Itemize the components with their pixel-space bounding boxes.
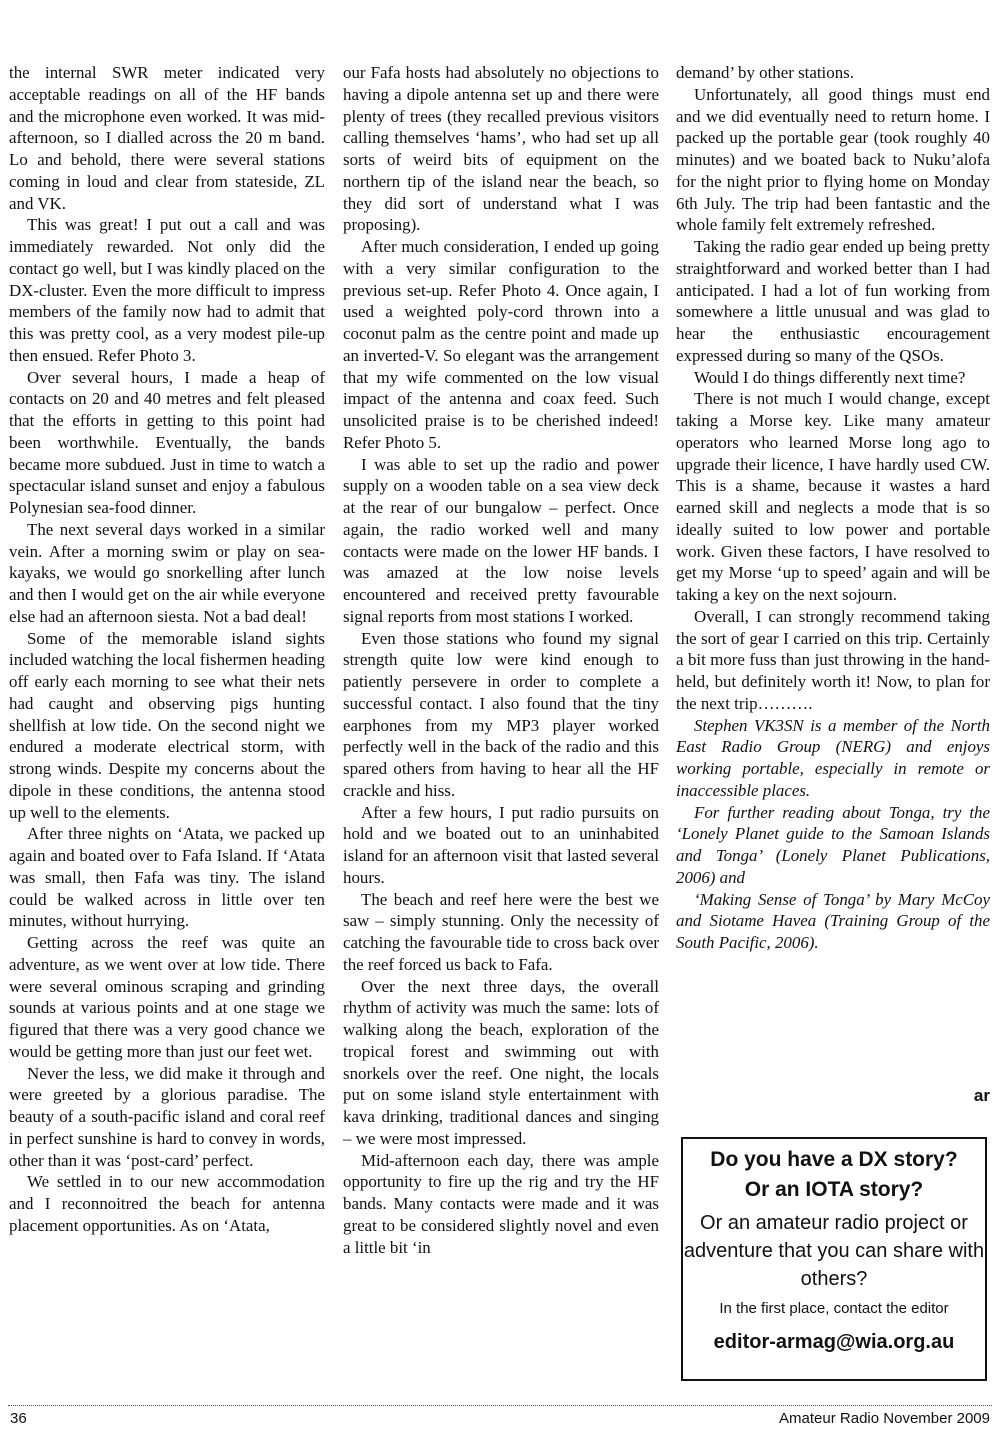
callout-heading: Do you have a DX story?	[710, 1148, 958, 1171]
paragraph: I was able to set up the radio and power supply on a wooden table on a sea view deck at the rear of our bungalow – perfect. Once again, the radio worked well and many contacts were made on the lower HF bands. I was amazed at the low noise levels encountered and received pretty favourable signal reports from most stations I worked.	[343, 454, 659, 626]
paragraph: This was great! I put out a call and was immediately rewarded. Not only did the contact go well, but I was kindly placed on the DX-cluster. Even the more difficult to impress members of the family now had to admit that this was pretty cool, as a very modest pile-up then ensued. Refer Photo 3.	[9, 215, 325, 365]
paragraph: We settled in to our new accommodation and I reconnoitred the beach for antenna placement opportunities. As on ‘Atata,	[9, 1172, 325, 1235]
paragraph: After much consideration, I ended up going with a very similar configuration to the previous set-up. Refer Photo 4. Once again, I used a weighted poly-cord thrown into a coconut palm as the centre point and made up an inverted-V. So elegant was the arrangement that my wife commented on the low visual impact of the antenna and coax feed. Such unsolicited praise is to be cherished indeed! Refer Photo 5.	[343, 237, 659, 452]
publication-footer: Amateur Radio November 2009	[779, 1410, 990, 1427]
paragraph: The next several days worked in a similar vein. After a morning swim or play on sea-kayaks, we would go snorkelling after lunch and then I would get on the air while everyone else had an afternoon siesta. Not a bad deal!	[9, 519, 325, 626]
paragraph: Never the less, we did make it through and were greeted by a glorious paradise. The beauty of a south-pacific island and coral reef in perfect sunshine is hard to convey in words, other than it was ‘post-card’ perfect.	[9, 1063, 325, 1170]
paragraph: There is not much I would change, except taking a Morse key. Like many amateur operators who learned Morse long ago to upgrade their licence, I have hardly used CW. This is a shame, because it wastes a hard earned skill and neglects a mode that is so ideally suited to low power and portable work. Given these factors, I have resolved to get my Morse ‘up to speed’ again and will be taking a key on the next sojourn.	[676, 389, 990, 604]
paragraph: The beach and reef here were the best we saw – simply stunning. Only the necessity of catching the favourable tide to cross back over the reef forced us back to Fafa.	[343, 889, 659, 974]
paragraph: Would I do things differently next time?	[694, 367, 966, 387]
paragraph: Over several hours, I made a heap of contacts on 20 and 40 metres and felt pleased that the efforts in getting to this point had been worthwhile. Eventually, the bands became more subdued. Just in time to watch a spectacular island sunset and enjoy a fabulous Polynesian sea-food dinner.	[9, 367, 325, 517]
paragraph: After a few hours, I put radio pursuits on hold and we boated out to an uninhabited island for an afternoon visit that lasted several hours.	[343, 802, 659, 887]
callout-subheading: Or an IOTA story?	[744, 1178, 924, 1201]
dx-story-callout-box	[681, 1137, 987, 1381]
callout-instruction: In the first place, contact the editor	[719, 1300, 949, 1317]
article-signoff: ar	[973, 1086, 990, 1105]
callout-body: Or an amateur radio project or adventure that you can share with others?	[683, 1212, 985, 1290]
further-reading: ‘Making Sense of Tonga’ by Mary McCoy and Siotame Havea (Training Group of the South Pacific, 2006).	[676, 889, 990, 952]
page-number: 36	[10, 1410, 27, 1427]
paragraph: Even those stations who found my signal strength quite low were kind enough to patiently persevere in order to complete a successful contact. I also found that the tiny earphones from my MP3 player worked perfectly well in the back of the radio and this spared others from having to hear all the HF crackle and hiss.	[343, 628, 659, 800]
paragraph: Taking the radio gear ended up being pretty straightforward and worked better than I had anticipated. I had a lot of fun working from somewhere a little unusual and was glad to hear the enthusiastic encouragement expressed during so many of the QSOs.	[676, 237, 990, 365]
author-bio: Stephen VK3SN is a member of the North East Radio Group (NERG) and enjoys working portable, especially in remote or inaccessible places.	[676, 715, 990, 800]
further-reading: For further reading about Tonga, try the ‘Lonely Planet guide to the Samoan Islands and Tonga’ (Lonely Planet Publications, 2006) and	[676, 802, 990, 887]
article-column-2	[343, 62, 659, 1258]
paragraph: Overall, I can strongly recommend taking the sort of gear I carried on this trip. Certainly a bit more fuss than just throwing in the hand-held, but definitely worth it! Now, to plan for the next trip……….	[676, 606, 990, 713]
paragraph: our Fafa hosts had absolutely no objections to having a dipole antenna set up and there were plenty of trees (they recalled previous visitors calling themselves ‘hams’, who had set up all sorts of weird bits of equipment on the northern tip of the island near the beach, so they did sort of understand what I was proposing).	[343, 63, 659, 235]
paragraph: Mid-afternoon each day, there was ample opportunity to fire up the rig and try the HF bands. Many contacts were made and it was great to be considered slightly novel and even a little bit ‘in	[343, 1150, 659, 1257]
paragraph: After three nights on ‘Atata, we packed up again and boated over to Fafa Island. If ‘Atata was small, then Fafa was tiny. The island could be walked across in little over ten minutes, without hurrying.	[9, 824, 325, 931]
paragraph: Some of the memorable island sights included watching the local fishermen heading off early each morning to see what their nets had caught and observing pigs hunting shellfish at low tide. On the second night we endured a moderate electrical storm, with strong winds. Despite my concerns about the dipole in these conditions, the antenna stood up well to the elements.	[9, 628, 325, 822]
paragraph: demand’ by other stations.	[676, 63, 854, 82]
paragraph: Getting across the reef was quite an adventure, as we went over at low tide. There were several ominous scraping and grinding sounds at various points and at one stage we figured that there was a very good chance we would be getting more than just our feet wet.	[9, 933, 325, 1061]
article-column-3	[676, 62, 990, 954]
editor-email[interactable]: editor-armag@wia.org.au	[713, 1331, 955, 1353]
paragraph: Unfortunately, all good things must end and we did eventually need to return home. I packed up the portable gear (took roughly 40 minutes) and we boated back to Nuku’alofa for the night prior to flying home on Monday 6th July. The trip had been fantastic and the whole family felt extremely refreshed.	[676, 84, 990, 235]
footer-divider	[8, 1405, 992, 1406]
paragraph: Over the next three days, the overall rhythm of activity was much the same: lots of walking along the beach, exploration of the tropical forest and swimming out with snorkels over the reef. One night, the locals put on some island style entertainment with kava drinking, traditional dances and singing – we were most impressed.	[343, 976, 659, 1148]
article-column-1	[9, 62, 325, 1237]
paragraph: the internal SWR meter indicated very acceptable readings on all of the HF bands and the microphone even worked. It was mid-afternoon, so I dialled across the 20 m band. Lo and behold, there were several stations coming in loud and clear from stateside, ZL and VK.	[9, 63, 325, 213]
